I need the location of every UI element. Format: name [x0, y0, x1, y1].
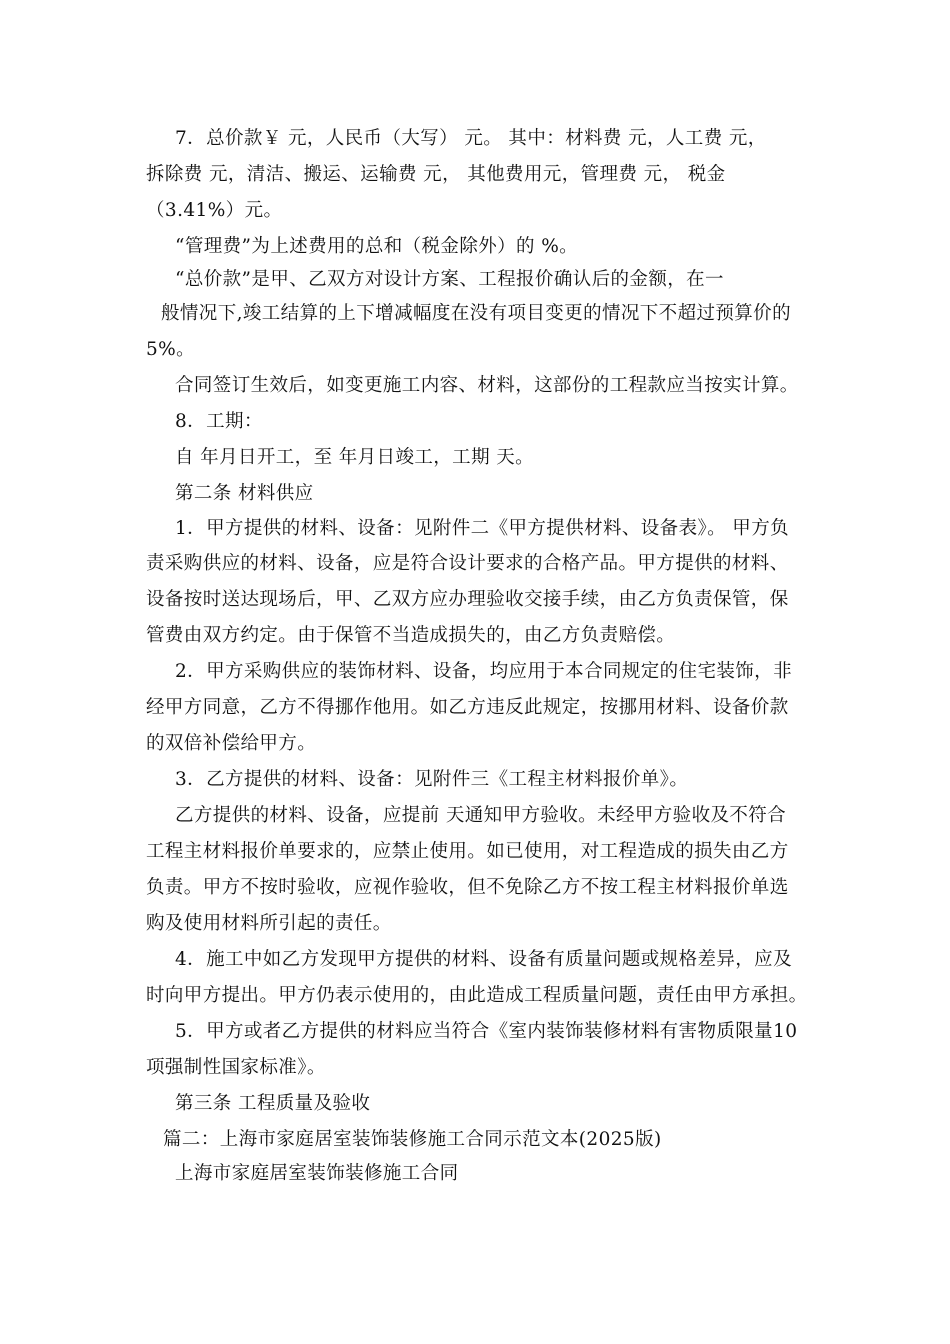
- text-line: 4．施工中如乙方发现甲方提供的材料、设备有质量问题或规格差异，应及: [175, 949, 792, 970]
- text-line: 5．甲方或者乙方提供的材料应当符合《室内装饰装修材料有害物质限量10: [175, 1021, 798, 1042]
- text-line: 乙方提供的材料、设备，应提前 天通知甲方验收。未经甲方验收及不符合: [175, 805, 787, 826]
- text-line: 项强制性国家标准》。: [146, 1057, 326, 1078]
- text-line: 自 年月日开工，至 年月日竣工，工期 天。: [175, 447, 535, 468]
- text-line: 责采购供应的材料、设备，应是符合设计要求的合格产品。甲方提供的材料、: [146, 553, 789, 574]
- section-heading: 第三条 工程质量及验收: [175, 1093, 371, 1114]
- text-line: 3．乙方提供的材料、设备：见附件三《工程主材料报价单》。: [175, 769, 689, 790]
- text-line: 8．工期：: [175, 411, 263, 432]
- document-title: 上海市家庭居室装饰装修施工合同: [175, 1163, 459, 1184]
- text-line: 的双倍补偿给甲方。: [146, 733, 317, 754]
- text-line: 5%。: [146, 339, 196, 360]
- text-line: 1．甲方提供的材料、设备：见附件二《甲方提供材料、设备表》。 甲方负: [175, 518, 790, 539]
- text-line: 合同签订生效后，如变更施工内容、材料，这部份的工程款应当按实计算。: [175, 375, 799, 396]
- text-line: 2．甲方采购供应的装饰材料、设备，均应用于本合同规定的住宅装饰，非: [175, 661, 792, 682]
- text-line: （3.41%）元。: [146, 200, 283, 221]
- text-line: 购及使用材料所引起的责任。: [146, 913, 392, 934]
- text-line: “管理费”为上述费用的总和（税金除外）的 %。: [175, 236, 579, 257]
- text-line: 般情况下,竣工结算的上下增减幅度在没有项目变更的情况下不超过预算价的: [161, 303, 791, 324]
- text-line: 经甲方同意，乙方不得挪作他用。如乙方违反此规定，按挪用材料、设备价款: [146, 697, 789, 718]
- section-heading: 第二条 材料供应: [175, 483, 314, 504]
- text-line: 篇二：上海市家庭居室装饰装修施工合同示范文本(2025版): [163, 1129, 662, 1150]
- text-line: 拆除费 元，清洁、搬运、运输费 元， 其他费用元，管理费 元， 税金: [146, 164, 726, 185]
- text-line: 7．总价款￥ 元，人民币（大写） 元。 其中：材料费 元，人工费 元，: [175, 128, 767, 149]
- text-line: 时向甲方提出。甲方仍表示使用的，由此造成工程质量问题，责任由甲方承担。: [146, 985, 808, 1006]
- text-line: 管费由双方约定。由于保管不当造成损失的，由乙方负责赔偿。: [146, 625, 676, 646]
- text-line: 工程主材料报价单要求的，应禁止使用。如已使用，对工程造成的损失由乙方: [146, 841, 789, 862]
- text-line: 设备按时送达现场后，甲、乙双方应办理验收交接手续，由乙方负责保管，保: [146, 589, 789, 610]
- text-line: 负责。甲方不按时验收，应视作验收，但不免除乙方不按工程主材料报价单选: [146, 877, 789, 898]
- text-line: “总价款”是甲、乙双方对设计方案、工程报价确认后的金额，在一: [175, 269, 724, 290]
